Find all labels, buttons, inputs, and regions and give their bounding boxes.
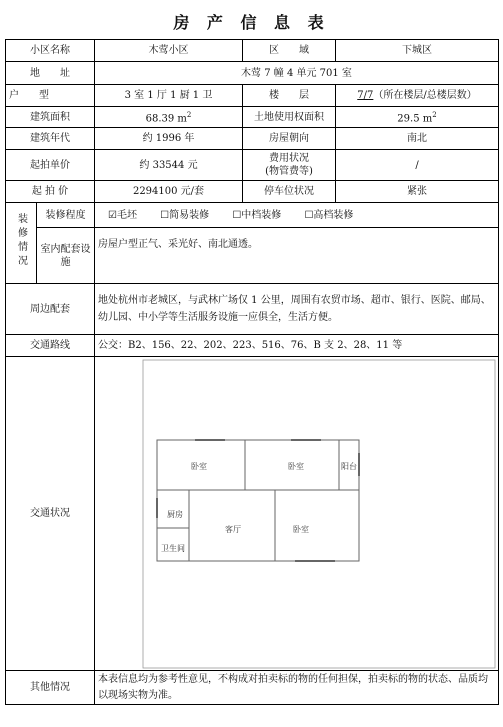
fee-label-line2: (物管费等) [265, 166, 313, 177]
row-layout [6, 85, 499, 107]
property-info-table [5, 39, 499, 705]
floorplan-drawing [95, 358, 498, 670]
orientation-label: 房屋朝向 [243, 128, 336, 150]
room-bathroom: 卫生间 [161, 543, 185, 553]
row-unit-price [6, 150, 499, 181]
row-other [6, 671, 499, 705]
unit-price-value: 约 33544 元 [95, 150, 243, 181]
room-balcony: 阳台 [341, 461, 357, 471]
row-traffic-status [6, 357, 499, 671]
row-surroundings [6, 284, 499, 335]
room-bedroom-3: 卧室 [293, 524, 309, 534]
page-title: 房 产 信 息 表 [173, 13, 330, 32]
land-cell [336, 107, 499, 128]
fee-value: / [336, 150, 499, 181]
address-value: 木莺 7 幢 4 单元 701 室 [95, 62, 499, 85]
fee-label-line1: 费用状况 [269, 153, 309, 164]
plan-frame [143, 360, 495, 668]
row-transport [6, 335, 499, 357]
option-mid[interactable]: ☐中档装修 [232, 209, 282, 221]
parking-value: 紧张 [336, 181, 499, 203]
surroundings-value: 地处杭州市老城区，与武林广场仅 1 公里，周围有农贸市场、超市、银行、医院、邮局、幼儿园、中小学等生活服务设施一应俱全，生活方便。 [95, 284, 499, 335]
area-label: 建筑面积 [6, 107, 95, 128]
row-decoration-degree [6, 203, 499, 228]
floor-cell [336, 85, 499, 107]
layout-value: 3 室 1 厅 1 厨 1 卫 [95, 85, 243, 107]
row-year [6, 128, 499, 150]
year-value: 约 1996 年 [95, 128, 243, 150]
area-cell [95, 107, 243, 128]
other-label: 其他情况 [6, 671, 95, 705]
year-label: 建筑年代 [6, 128, 95, 150]
room-bedroom-1: 卧室 [191, 461, 207, 471]
option-simple[interactable]: ☐简易装修 [160, 209, 210, 221]
room-living: 客厅 [225, 524, 241, 534]
community-value: 木莺小区 [95, 40, 243, 62]
facilities-label: 室内配套设施 [37, 228, 95, 284]
room-bedroom-2: 卧室 [288, 461, 304, 471]
room-kitchen: 厨房 [167, 509, 183, 519]
orientation-value: 南北 [336, 128, 499, 150]
row-facilities [6, 228, 499, 284]
option-rough[interactable]: ☑毛坯 [108, 209, 137, 221]
district-label: 区 域 [243, 40, 336, 62]
surroundings-label: 周边配套 [6, 284, 95, 335]
floor-value: 7/7 [357, 90, 374, 101]
floorplan-cell [95, 357, 499, 671]
parking-label: 停车位状况 [243, 181, 336, 203]
plan-openings [157, 440, 359, 561]
floorplan [95, 358, 498, 670]
area-unit-sup: 2 [186, 110, 192, 119]
land-value: 29.5 m [397, 113, 433, 125]
layout-label: 户 型 [6, 85, 95, 107]
decoration-group-text: 装修情况 [15, 213, 27, 269]
unit-price-label: 起拍单价 [6, 150, 95, 181]
start-price-label: 起 拍 价 [6, 181, 95, 203]
row-address [6, 62, 499, 85]
decoration-options [95, 203, 499, 228]
floor-label: 楼 层 [243, 85, 336, 107]
traffic-status-label: 交通状况 [6, 357, 95, 671]
transport-value: 公交：B2、156、22、202、223、516、76、B 支 2、28、11 等 [95, 335, 499, 357]
row-community [6, 40, 499, 62]
floor-note: （所在楼层/总楼层数） [373, 90, 477, 101]
address-label: 地 址 [6, 62, 95, 85]
fee-label [243, 150, 336, 181]
decoration-group-label [6, 203, 37, 284]
area-value: 68.39 m [145, 113, 187, 125]
plan-walls [157, 440, 359, 561]
transport-label: 交通路线 [6, 335, 95, 357]
other-value: 本表信息均为参考性意见，不构成对拍卖标的物的任何担保，拍卖标的物的状态、品质均以现场实物为准。 [95, 671, 499, 705]
row-area [6, 107, 499, 128]
row-start-price [6, 181, 499, 203]
land-label: 土地使用权面积 [243, 107, 336, 128]
community-label: 小区名称 [6, 40, 95, 62]
option-high[interactable]: ☐高档装修 [304, 209, 354, 221]
facilities-value: 房屋户型正气、采光好、南北通透。 [95, 228, 499, 284]
start-price-value: 2294100 元/套 [95, 181, 243, 203]
decoration-degree-label: 装修程度 [37, 203, 95, 228]
land-unit-sup: 2 [432, 110, 437, 119]
district-value: 下城区 [336, 40, 499, 62]
